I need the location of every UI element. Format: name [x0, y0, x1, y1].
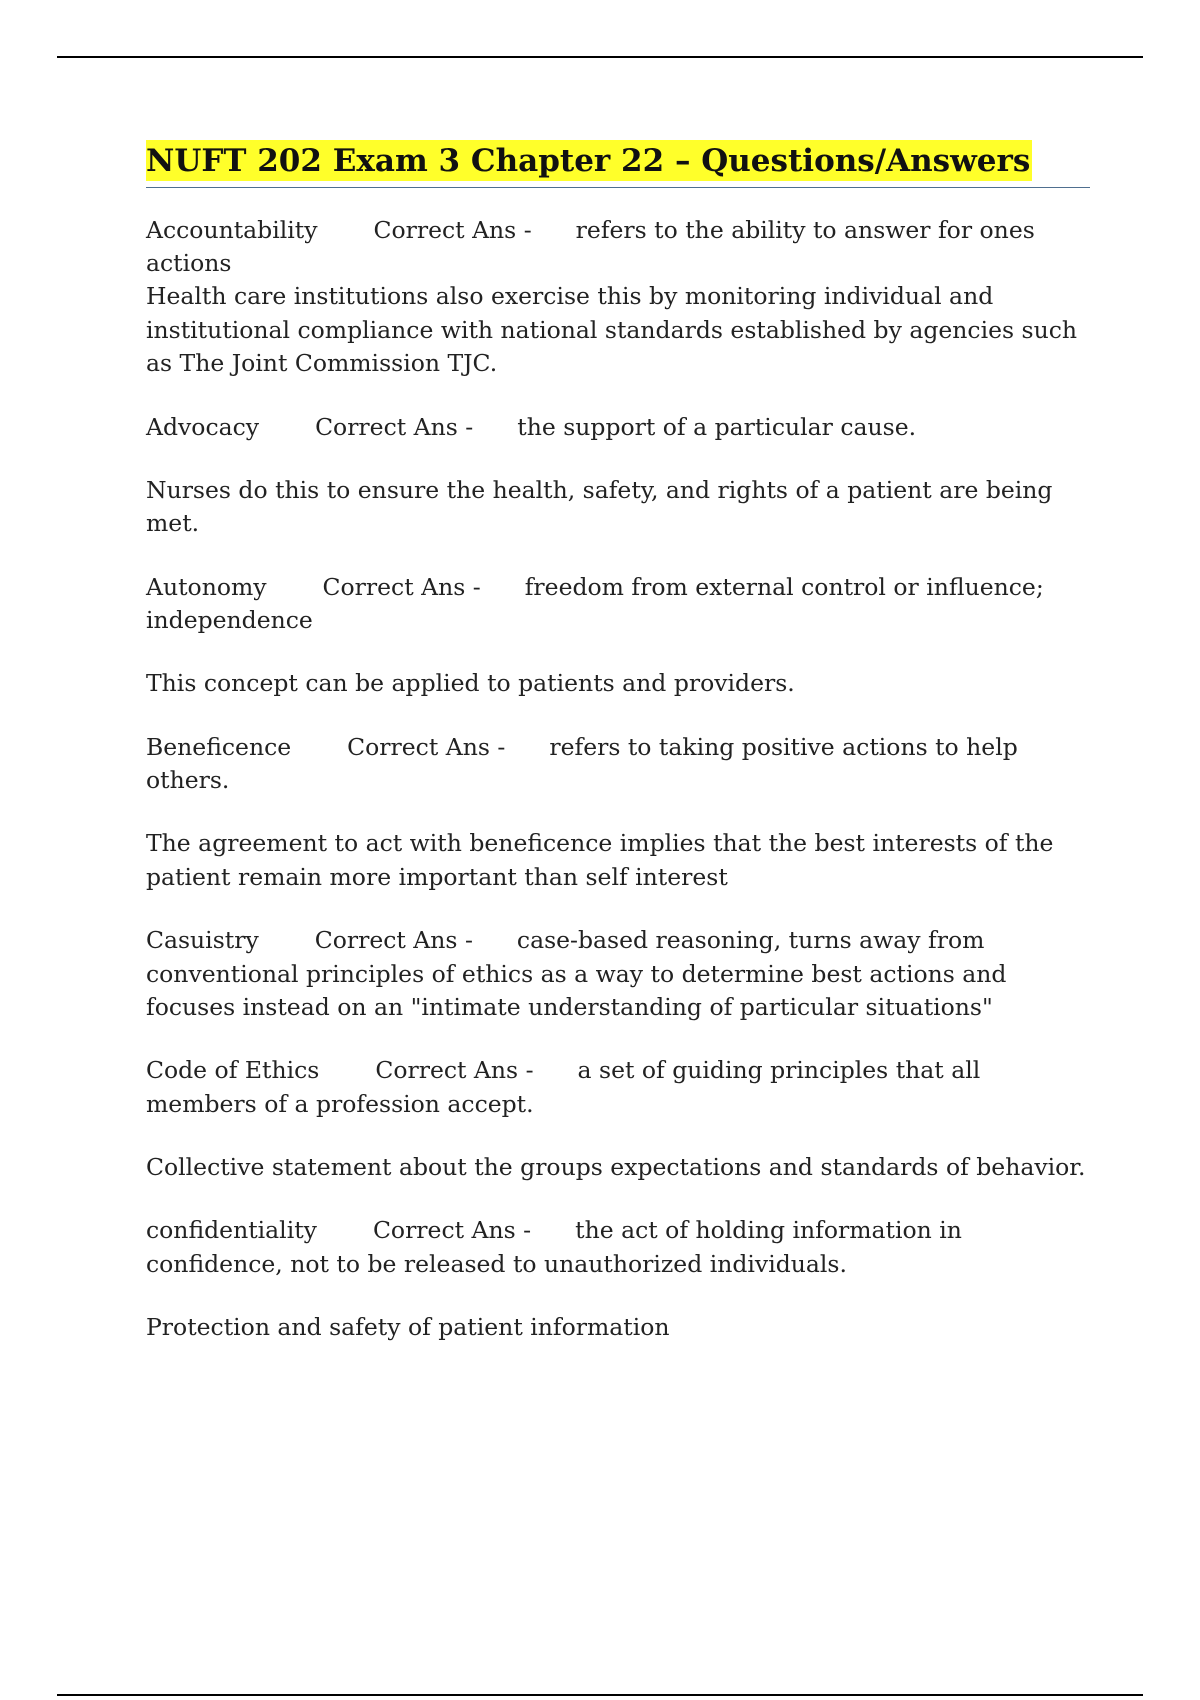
title-block: [146, 140, 1090, 188]
answer-dash: -: [472, 572, 481, 601]
definition: freedom from external control or influence; independence: [146, 572, 1044, 634]
note: Nurses do this to ensure the health, safety, and rights of a patient are being met.: [146, 475, 1053, 538]
qa-entry-beneficence: [146, 731, 1090, 798]
answer-label: Correct Ans: [322, 572, 466, 601]
note: Protection and safety of patient information: [146, 1313, 670, 1342]
definition: the support of a particular cause.: [517, 412, 917, 441]
definition: a set of guiding principles that all members of a profession accept.: [146, 1056, 981, 1118]
term: Advocacy: [146, 412, 260, 441]
answer-dash: -: [465, 412, 474, 441]
definition: case-based reasoning, turns away from conventional principles of ethics as a way to determine best actions and focuses instead on an "intimate understanding of particular situations": [146, 926, 1007, 1021]
document-title: NUFT 202 Exam 3 Chapter 22 – Questions/Answers: [146, 140, 1032, 181]
qa-entry-casuistry: [146, 924, 1090, 1024]
note: Health care institutions also exercise this by monitoring individual and institutional compliance with national standards established by agencies such as The Joint Commission TJC.: [146, 282, 1078, 378]
document-body: [146, 140, 1090, 1344]
term: Beneficence: [146, 732, 292, 761]
term: Accountability: [146, 215, 318, 244]
term: Casuistry: [146, 926, 259, 955]
note: This concept can be applied to patients and providers.: [146, 669, 795, 698]
answer-dash: -: [523, 215, 532, 244]
definition: refers to the ability to answer for ones actions: [146, 215, 1035, 278]
answer-label: Correct Ans: [315, 412, 458, 441]
definition: the act of holding information in confidence, not to be released to unauthorized individuals.: [146, 1216, 962, 1278]
definition: refers to taking positive actions to help others.: [146, 732, 1018, 795]
page-bottom-rule: [57, 1694, 1143, 1696]
answer-label: Correct Ans: [347, 732, 490, 761]
answer-label: Correct Ans: [373, 215, 517, 244]
answer-label: Correct Ans: [372, 1216, 516, 1245]
answer-dash: -: [523, 1216, 532, 1245]
qa-entry-accountability: [146, 214, 1090, 281]
note: Collective statement about the groups expectations and standards of behavior.: [146, 1152, 1086, 1181]
qa-entry-autonomy: [146, 571, 1090, 638]
qa-entry-code-of-ethics: [146, 1054, 1090, 1121]
term: Code of Ethics: [146, 1056, 320, 1085]
answer-dash: -: [497, 732, 506, 761]
answer-label: Correct Ans: [375, 1056, 519, 1085]
qa-entry-confidentiality: [146, 1214, 1090, 1281]
page-top-rule: [57, 56, 1143, 58]
note: The agreement to act with beneficence implies that the best interests of the patient remain more important than self interest: [146, 829, 1054, 891]
answer-dash: -: [464, 926, 473, 955]
answer-dash: -: [525, 1056, 534, 1085]
term: Autonomy: [146, 572, 267, 601]
qa-entry-advocacy: [146, 411, 1090, 444]
term: confidentiality: [146, 1216, 317, 1245]
answer-label: Correct Ans: [314, 926, 458, 955]
